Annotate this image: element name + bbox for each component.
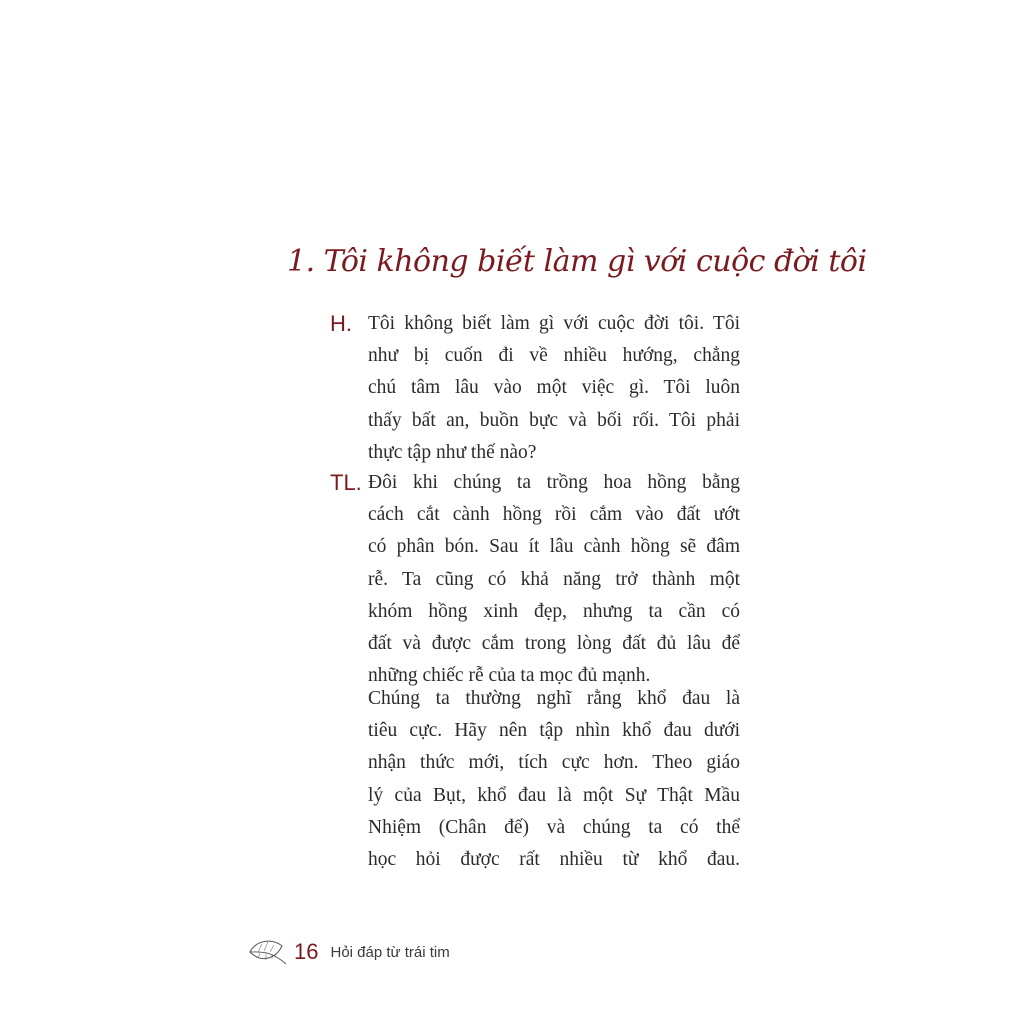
answer-paragraph-1: [368, 467, 740, 692]
question-line: như bị cuốn đi về nhiều hướng, chẳng: [368, 345, 740, 367]
answer-line: lý của Bụt, khổ đau là một Sự Thật Mầu: [368, 784, 740, 806]
question-line: Tôi không biết làm gì với cuộc đời tôi. Tôi: [368, 313, 740, 334]
answer-line: tiêu cực. Hãy nên tập nhìn khổ đau dưới: [368, 720, 740, 742]
answer-line: những chiếc rễ của ta mọc đủ mạnh.: [368, 665, 651, 687]
answer-line: cách cắt cành hồng rồi cắm vào đất ướt: [368, 504, 740, 526]
leaf-icon: [246, 934, 290, 970]
answer-label: TL.: [330, 470, 362, 495]
answer-paragraph-2: [368, 683, 740, 876]
answer-line: Chúng ta thường nghĩ rằng khổ đau là: [368, 688, 740, 709]
question-line: thực tập như thế nào?: [368, 441, 537, 463]
answer-line: có phân bón. Sau ít lâu cành hồng sẽ đâm: [368, 536, 740, 558]
answer-line: nhận thức mới, tích cực hơn. Theo giáo: [368, 752, 740, 774]
page-number: 16: [294, 939, 319, 964]
question-line: chú tâm lâu vào một việc gì. Tôi luôn: [368, 377, 740, 399]
chapter-title: 1. Tôi không biết làm gì với cuộc đời tôi: [287, 244, 867, 279]
page-footer: [246, 932, 450, 972]
answer-line: học hỏi được rất nhiều từ khổ đau.: [368, 849, 740, 871]
answer-line: đất và được cắm trong lòng đất đủ lâu để: [368, 633, 740, 655]
question-label: H.: [330, 311, 352, 336]
book-title: Hỏi đáp từ trái tim: [330, 943, 450, 961]
answer-line: Đôi khi chúng ta trồng hoa hồng bằng: [368, 472, 740, 493]
answer-line: rễ. Ta cũng có khả năng trở thành một: [368, 568, 740, 590]
answer-line: Nhiệm (Chân đế) và chúng ta có thể: [368, 816, 740, 838]
question-line: thấy bất an, buồn bực và bối rối. Tôi phải: [368, 409, 740, 431]
answer-line: khóm hồng xinh đẹp, nhưng ta cần có: [368, 600, 740, 622]
question-paragraph: [368, 308, 740, 469]
